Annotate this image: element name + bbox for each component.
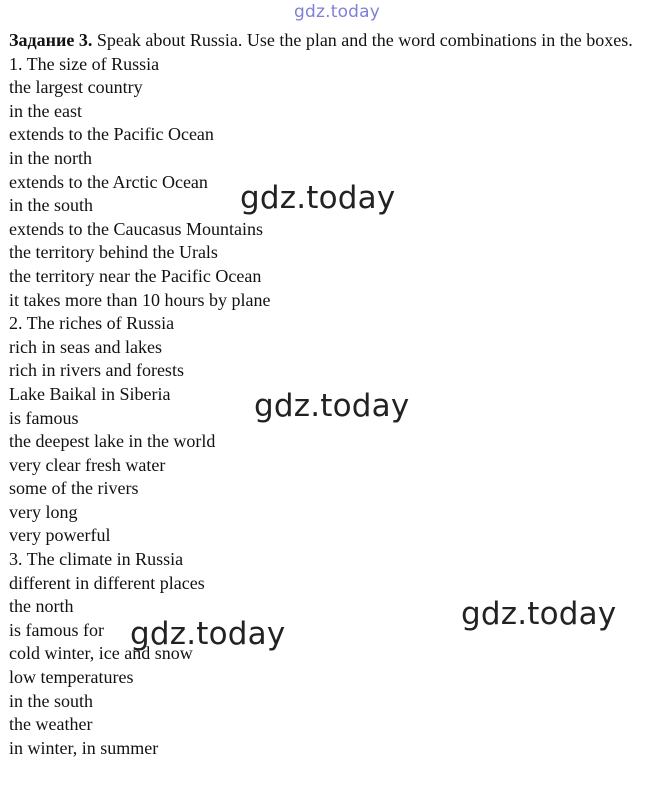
list-item: the largest country (9, 77, 143, 98)
list-item: 3. The climate in Russia (9, 549, 184, 570)
watermark: gdz.today (130, 616, 286, 652)
task-instruction: Speak about Russia. Use the plan and the word combinations in the boxes. (96, 30, 633, 50)
list-item: 2. The riches of Russia (9, 313, 175, 334)
list-item: some of the rivers (9, 478, 139, 499)
list-item: extends to the Caucasus Mountains (9, 218, 263, 239)
list-item: Lake Baikal in Siberia (9, 383, 171, 404)
watermark-top: gdz.today (294, 2, 381, 22)
list-item: very long (9, 501, 78, 522)
list-item: is famous (9, 407, 79, 428)
list-item: the territory behind the Urals (9, 242, 218, 263)
list-item: the deepest lake in the world (9, 431, 216, 452)
list-item: in the east (9, 100, 82, 121)
list-item: extends to the Pacific Ocean (9, 124, 214, 145)
list-item: rich in seas and lakes (9, 336, 162, 357)
list-item: very powerful (9, 525, 111, 546)
list-item: rich in rivers and forests (9, 360, 184, 381)
watermark: gdz.today (461, 596, 617, 632)
watermark: gdz.today (240, 180, 396, 216)
list-item: cold winter, ice and snow (9, 643, 193, 664)
list-item: is famous for (9, 619, 104, 640)
list-item: the territory near the Pacific Ocean (9, 265, 262, 286)
list-item: it takes more than 10 hours by plane (9, 289, 271, 310)
list-item: the weather (9, 714, 93, 735)
task-label: Задание 3. (9, 30, 93, 50)
list-item: extends to the Arctic Ocean (9, 171, 208, 192)
task-heading (9, 29, 664, 53)
list-item: in the south (9, 690, 93, 711)
list-item: low temperatures (9, 667, 134, 688)
list-item: 1. The size of Russia (9, 53, 160, 74)
list-item: very clear fresh water (9, 454, 166, 475)
list-item: in winter, in summer (9, 737, 159, 758)
list-item: in the north (9, 147, 92, 168)
list-item: different in different places (9, 572, 205, 593)
list-item: in the south (9, 195, 93, 216)
list-item: the north (9, 596, 74, 617)
watermark: gdz.today (254, 388, 410, 424)
